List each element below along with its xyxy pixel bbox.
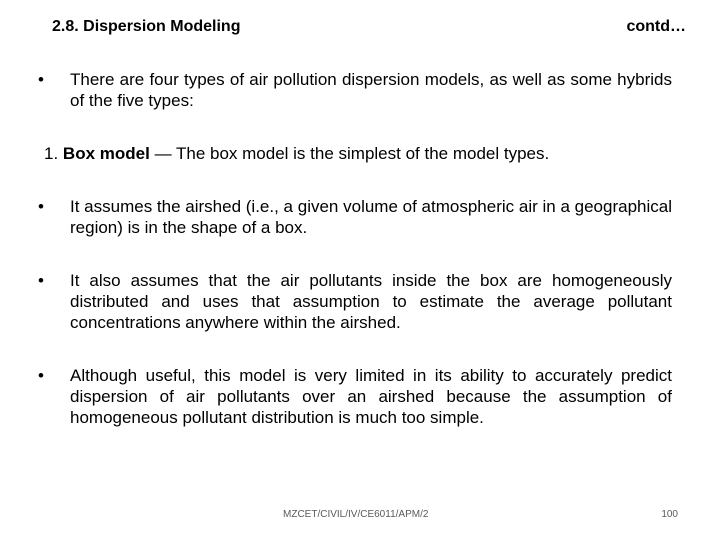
bullet-text: It assumes the airshed (i.e., a given volume of atmospheric air in a geographical region) is in the shape of a box. <box>70 197 672 237</box>
box-model-term: Box model <box>62 144 150 163</box>
intro-bullet-text: There are four types of air pollution dispersion models, as well as some hybrids of the five types: <box>70 70 672 110</box>
bullet-icon: • <box>38 70 44 89</box>
box-model-dash: — <box>154 144 172 163</box>
continued-label: contd… <box>626 18 686 35</box>
box-model-description: The box model is the simplest of the model types. <box>175 144 550 163</box>
footer-page-number: 100 <box>661 509 678 520</box>
bullet-icon: • <box>38 366 44 385</box>
slide-title: 2.8. Dispersion Modeling <box>52 18 241 35</box>
bullet-text: It also assumes that the air pollutants inside the box are homogeneously distributed and uses that assumption to estimate the average pollutant concentrations anywhere within the airshed. <box>70 271 672 332</box>
bullet-icon: • <box>38 197 44 216</box>
box-model-item <box>44 143 684 164</box>
box-model-number: 1. <box>44 144 59 163</box>
bullet-item-1 <box>36 196 672 238</box>
footer-course-code: MZCET/CIVIL/IV/CE6011/APM/2 <box>283 509 429 520</box>
bullet-text: Although useful, this model is very limited in its ability to accurately predict dispersion of air pollutants over an airshed because the assumption of homogeneous pollutant distribution is much too simple. <box>70 366 672 427</box>
bullet-item-3 <box>36 365 672 428</box>
bullet-icon: • <box>38 271 44 290</box>
bullet-item-2 <box>36 270 672 333</box>
intro-bullet <box>36 69 672 111</box>
